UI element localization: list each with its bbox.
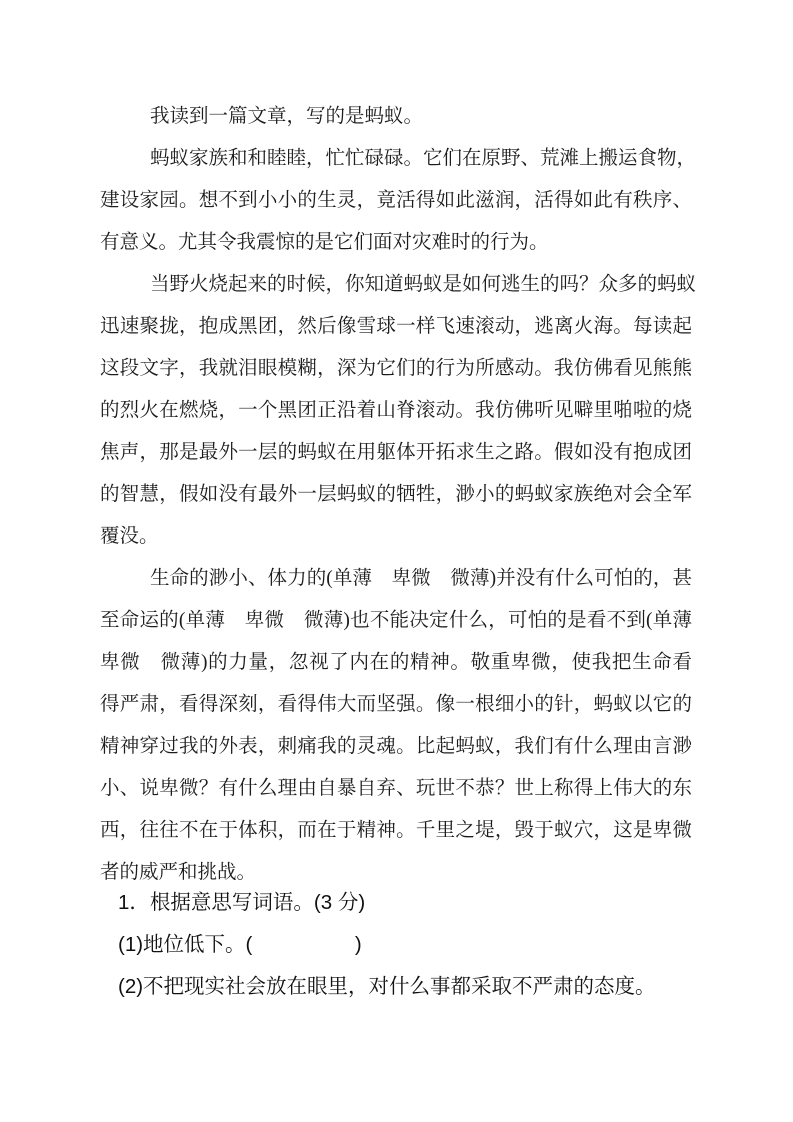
passage-line: 卑微 微薄)的力量，忽视了内在的精神。敬重卑微，使我把生命看 [100,652,692,673]
reading-passage [100,96,697,894]
passage-line: 西，往往不在于体积，而在于精神。千里之堤，毁于蚁穴，这是卑微 [100,820,692,841]
passage-paragraph [100,138,697,264]
question-section [118,882,696,1008]
passage-line: 这段文字，我就泪眼模糊，深为它们的行为所感动。我仿佛看见熊熊 [100,358,692,379]
passage-line: 我读到一篇文章，写的是蚂蚁。 [150,106,424,127]
passage-paragraph [100,96,692,138]
passage-line: 者的威严和挑战。 [100,862,257,883]
passage-line: 小、说卑微？有什么理由自暴自弃、玩世不恭？世上称得上伟大的东 [100,778,692,799]
passage-line: 生命的渺小、体力的(单薄 卑微 微薄)并没有什么可怕的，甚 [150,568,692,589]
passage-line: 焦声，那是最外一层的蚂蚁在用躯体开拓求生之路。假如没有抱成团 [100,442,692,463]
question-1-heading: 1．根据意思写词语。(3 分) [118,891,366,914]
passage-line: 精神穿过我的外表，刺痛我的灵魂。比起蚂蚁，我们有什么理由言渺 [100,736,692,757]
passage-line: 当野火烧起来的时候，你知道蚂蚁是如何逃生的吗？众多的蚂蚁 [150,274,697,295]
passage-line: 的智慧，假如没有最外一层蚂蚁的牺牲，渺小的蚂蚁家族绝对会全军 [100,484,692,505]
question-item: (1)地位低下。( ) [118,933,362,956]
question-item: (2)不把现实社会放在眼里，对什么事都采取不严肃的态度。 [118,975,656,998]
passage-line: 覆没。 [100,526,159,547]
passage-line: 的烈火在燃烧，一个黑团正沿着山脊滚动。我仿佛听见噼里啪啦的烧 [100,400,692,421]
passage-line: 有意义。尤其令我震惊的是它们面对灾难时的行为。 [100,232,549,253]
passage-paragraph [100,558,692,894]
passage-line: 得严肃，看得深刻，看得伟大而坚强。像一根细小的针，蚂蚁以它的 [100,694,692,715]
passage-line: 蚂蚁家族和和睦睦，忙忙碌碌。它们在原野、荒滩上搬运食物， [150,148,697,169]
passage-line: 建设家园。想不到小小的生灵，竟活得如此滋润，活得如此有秩序、 [100,190,692,211]
question-items [118,924,696,1008]
passage-line: 至命运的(单薄 卑微 微薄)也不能决定什么，可怕的是看不到(单薄 [100,610,692,631]
passage-paragraph [100,264,697,558]
passage-line: 迅速聚拢，抱成黑团，然后像雪球一样飞速滚动，逃离火海。每读起 [100,316,692,337]
